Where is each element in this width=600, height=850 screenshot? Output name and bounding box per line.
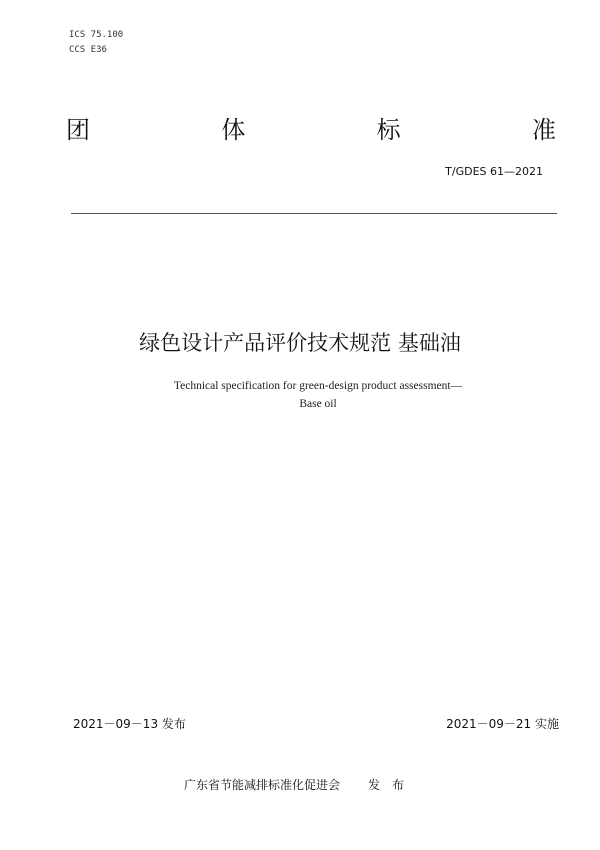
standard-type-char: 标	[376, 116, 401, 144]
implementation-date: 2021－09－21 实施	[446, 717, 559, 731]
classification-codes	[69, 28, 123, 58]
ics-code: ICS 75.100	[69, 30, 124, 40]
ccs-code: CCS E36	[69, 45, 107, 55]
publisher-name: 广东省节能减排标准化促进会	[183, 778, 340, 792]
standard-type-char: 体	[221, 116, 246, 144]
document-title: 绿色设计产品评价技术规范 基础油	[139, 331, 461, 355]
standard-type-char: 准	[531, 116, 556, 144]
standard-type-char: 团	[66, 116, 90, 144]
english-title-line-2: Base oil	[299, 398, 337, 410]
english-title-line-1: Technical specification for green-design product assessment—	[173, 380, 463, 392]
publisher-line	[0, 776, 600, 794]
header-divider	[71, 213, 557, 214]
standard-number: T/GDES 61—2021	[445, 165, 543, 178]
standard-type-heading	[66, 112, 556, 148]
publisher-action: 发布	[368, 778, 417, 792]
document-title-english	[0, 377, 600, 413]
issue-date: 2021－09－13 发布	[73, 717, 186, 731]
